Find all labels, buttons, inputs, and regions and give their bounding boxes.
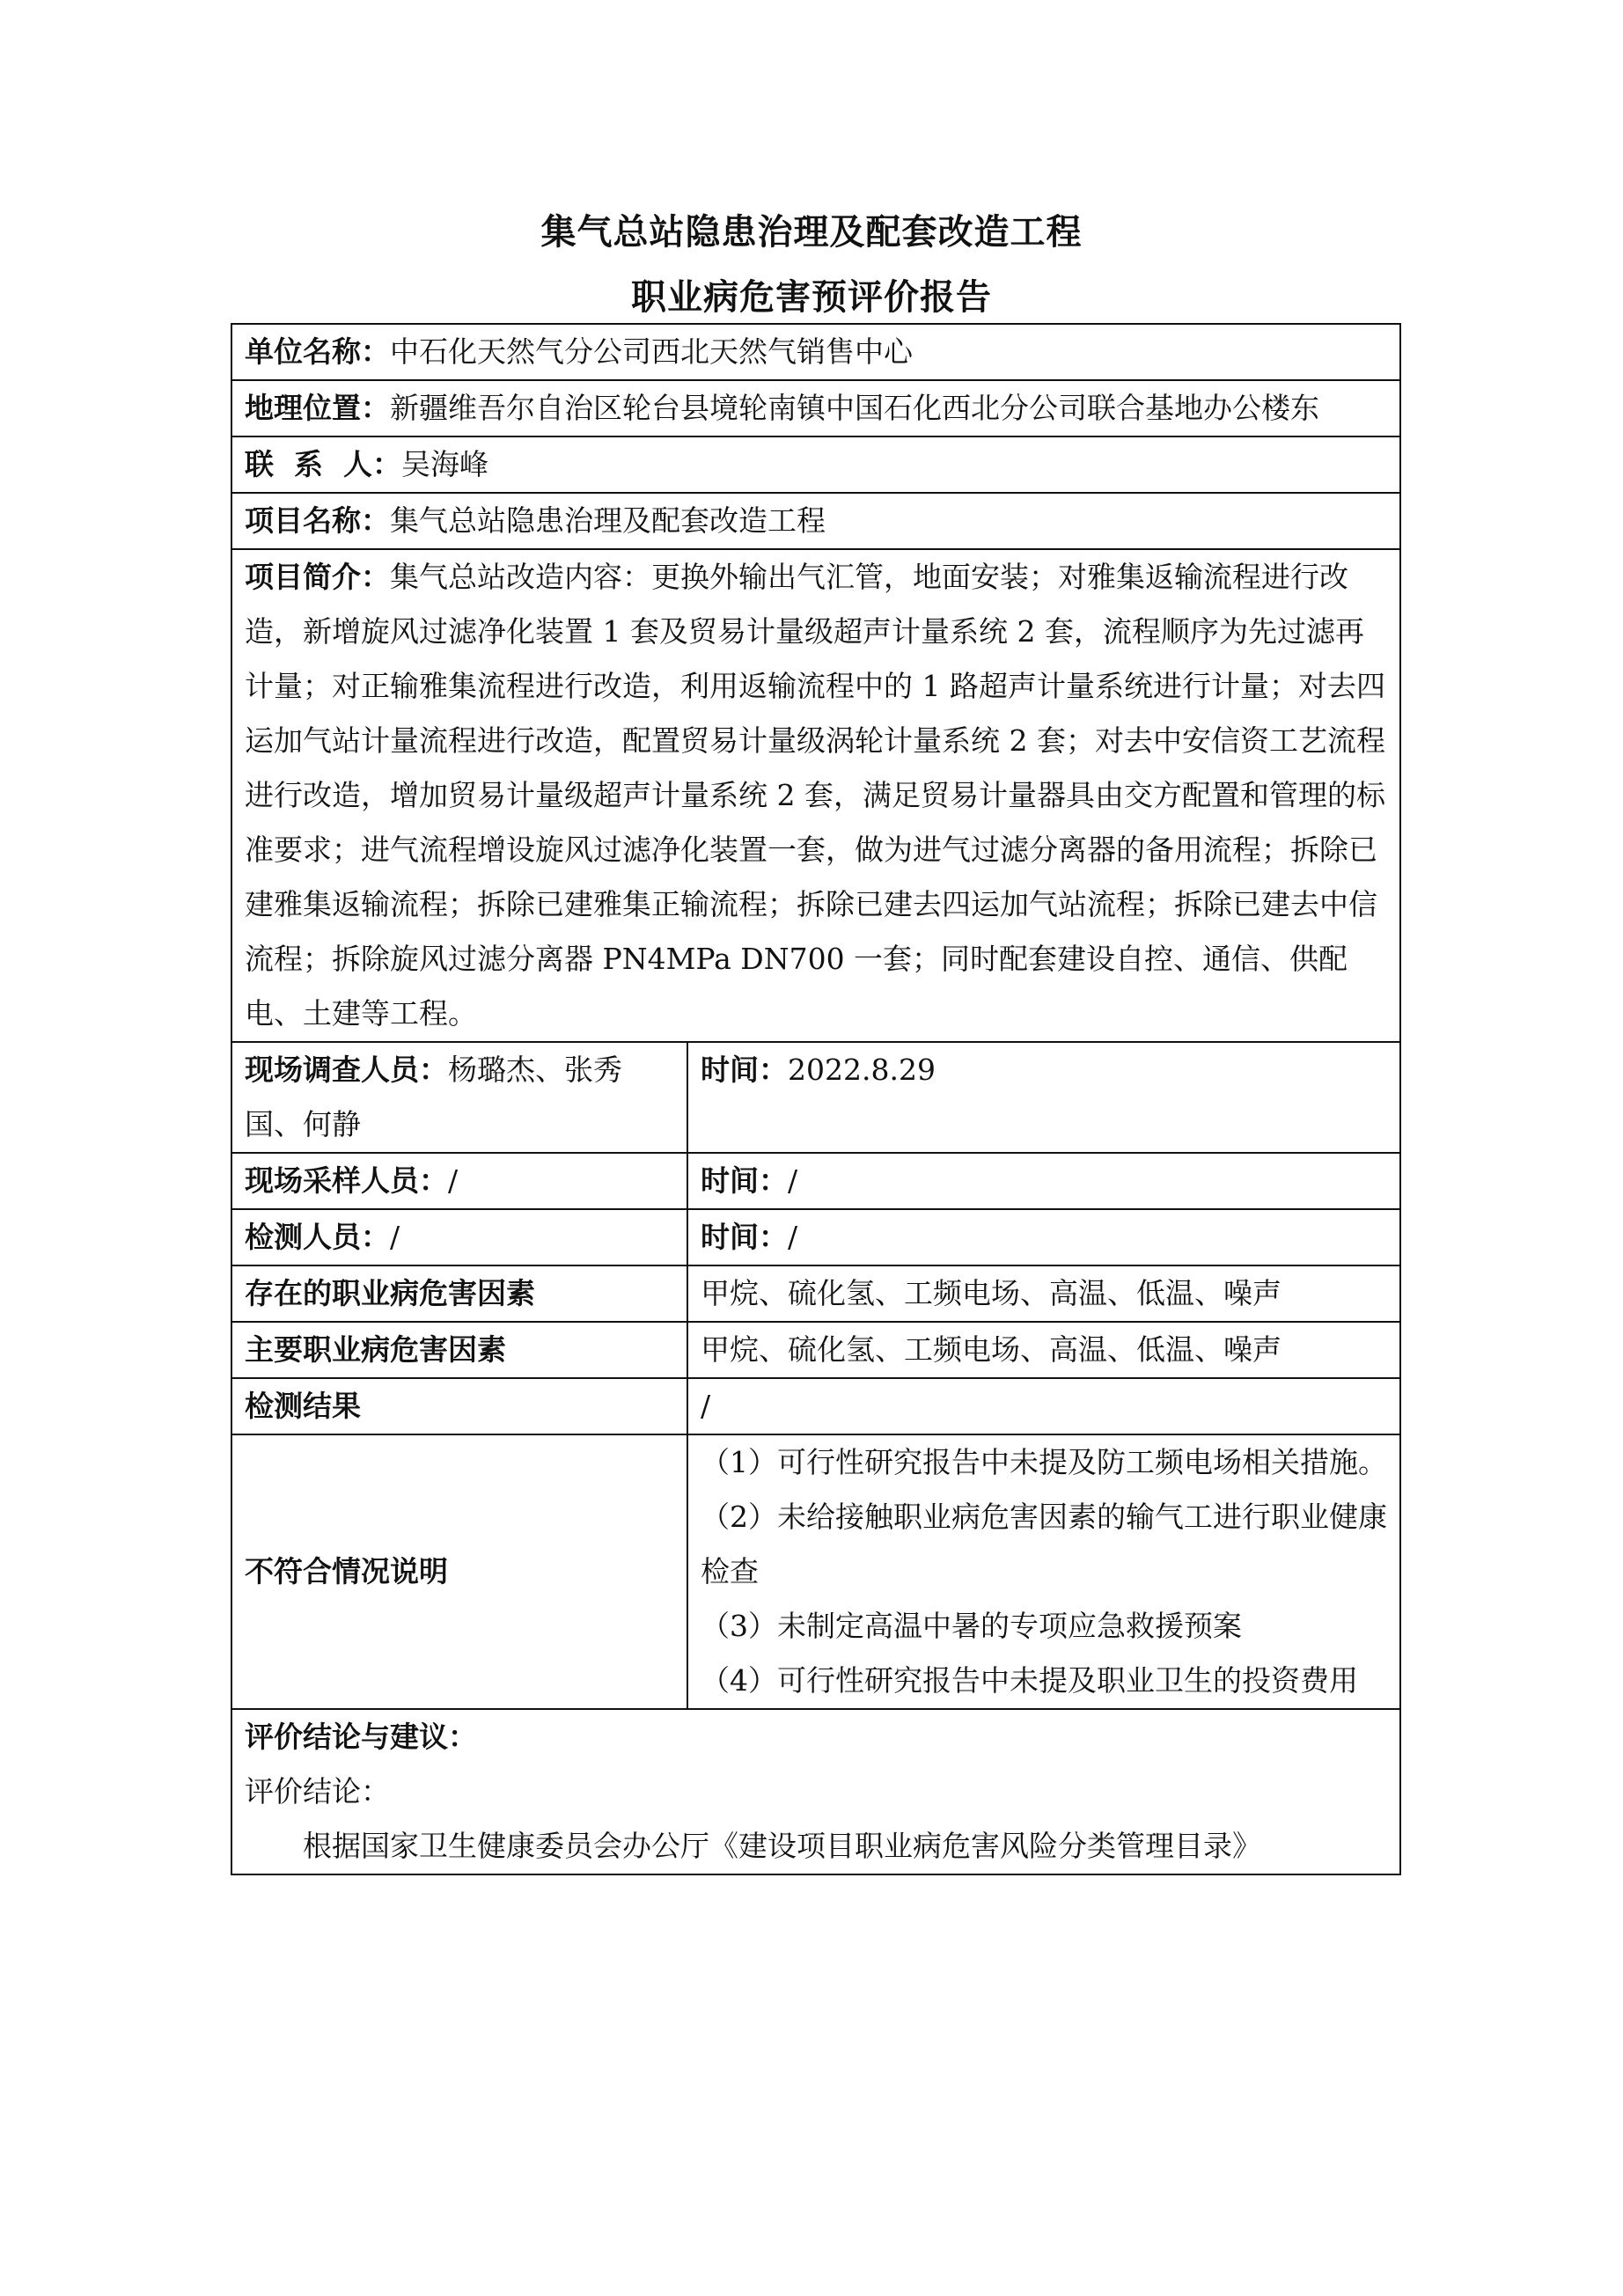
testing-label: 检测人员： — [245, 1220, 390, 1254]
row-contact — [231, 436, 1400, 493]
row-test-result — [231, 1378, 1400, 1434]
nonconformity-item: （3）未制定高温中暑的专项应急救援预案 — [701, 1609, 1242, 1643]
sampling-time-label: 时间： — [701, 1163, 788, 1198]
nonconformity-item: （1）可行性研究报告中未提及防工频电场相关措施。 — [701, 1445, 1387, 1479]
hazards-present-value: 甲烷、硫化氢、工频电场、高温、低温、噪声 — [687, 1265, 1400, 1322]
row-testing — [231, 1209, 1400, 1265]
document-title: 集气总站隐患治理及配套改造工程 — [540, 212, 1083, 253]
testing-time-label: 时间： — [701, 1220, 788, 1254]
hazards-main-value: 甲烷、硫化氢、工频电场、高温、低温、噪声 — [687, 1322, 1400, 1378]
report-table — [231, 323, 1401, 1875]
conclusion-text: 根据国家卫生健康委员会办公厅《建设项目职业病危害风险分类管理目录》 — [303, 1829, 1261, 1863]
nonconformity-item: （2）未给接触职业病危害因素的输气工进行职业健康检查 — [701, 1500, 1387, 1588]
unit-value: 中石化天然气分公司西北天然气销售中心 — [390, 334, 913, 369]
location-label: 地理位置： — [245, 391, 390, 425]
contact-label: 联 系 人： — [245, 447, 401, 481]
row-hazards-main — [231, 1322, 1400, 1378]
survey-time-label: 时间： — [701, 1053, 788, 1087]
sampling-value: / — [448, 1163, 459, 1198]
row-unit — [231, 324, 1400, 380]
row-survey — [231, 1042, 1400, 1153]
row-conclusion — [231, 1709, 1400, 1874]
row-nonconformity — [231, 1434, 1400, 1709]
survey-label: 现场调查人员： — [245, 1053, 448, 1087]
row-sampling — [231, 1153, 1400, 1209]
hazards-present-label: 存在的职业病危害因素 — [231, 1265, 687, 1322]
row-location — [231, 380, 1400, 436]
survey-value: 杨璐杰、张秀国、何静 — [245, 1053, 622, 1141]
test-result-value: / — [687, 1378, 1400, 1434]
project-intro-value: 集气总站改造内容：更换外输出气汇管，地面安装；对雅集返输流程进行改造，新增旋风过滤净化装置 1 套及贸易计量级超声计量系统 2 套，流程顺序为先过滤再计量；对正输雅集流程进行改造，利用返输流程中的 1 路超声计量系统进行计量；对去四运加气站计量流程进行改造，配置贸易计量级涡轮计量系统 2 套；对去中安信资工艺流程进行改造，增加贸易计量级超声计量系统 2 套，满足贸易计量器具由交方配置和管理的标准要求；进气流程增设旋风过滤净化装置一套，做为进气过滤分离器的备用流程；拆除已建雅集返输流程；拆除已建雅集正输流程；拆除已建去四运加气站流程；拆除已建去中信流程；拆除旋风过滤分离器 PN4MPa DN700 一套；同时配套建设自控、通信、供配电、土建等工程。 — [245, 560, 1385, 1031]
test-result-label: 检测结果 — [231, 1378, 687, 1434]
document-subtitle: 职业病危害预评价报告 — [631, 277, 992, 318]
project-name-label: 项目名称： — [245, 503, 390, 538]
sampling-label: 现场采样人员： — [245, 1163, 448, 1198]
nonconformity-item: （4）可行性研究报告中未提及职业卫生的投资费用 — [701, 1663, 1358, 1698]
project-name-value: 集气总站隐患治理及配套改造工程 — [390, 503, 826, 538]
unit-label: 单位名称： — [245, 334, 390, 369]
row-project-intro — [231, 549, 1400, 1042]
hazards-main-label: 主要职业病危害因素 — [231, 1322, 687, 1378]
row-hazards-present — [231, 1265, 1400, 1322]
testing-value: / — [390, 1220, 400, 1254]
conclusion-subheading: 评价结论： — [245, 1774, 390, 1808]
location-value: 新疆维吾尔自治区轮台县境轮南镇中国石化西北分公司联合基地办公楼东 — [390, 391, 1319, 425]
nonconformity-label: 不符合情况说明 — [231, 1434, 687, 1709]
testing-time-value: / — [788, 1220, 798, 1254]
sampling-time-value: / — [788, 1163, 798, 1198]
row-project-name — [231, 493, 1400, 549]
conclusion-heading: 评价结论与建议： — [245, 1720, 477, 1754]
contact-value: 吴海峰 — [400, 447, 488, 481]
project-intro-label: 项目简介： — [245, 560, 390, 594]
survey-time-value: 2022.8.29 — [788, 1053, 936, 1087]
